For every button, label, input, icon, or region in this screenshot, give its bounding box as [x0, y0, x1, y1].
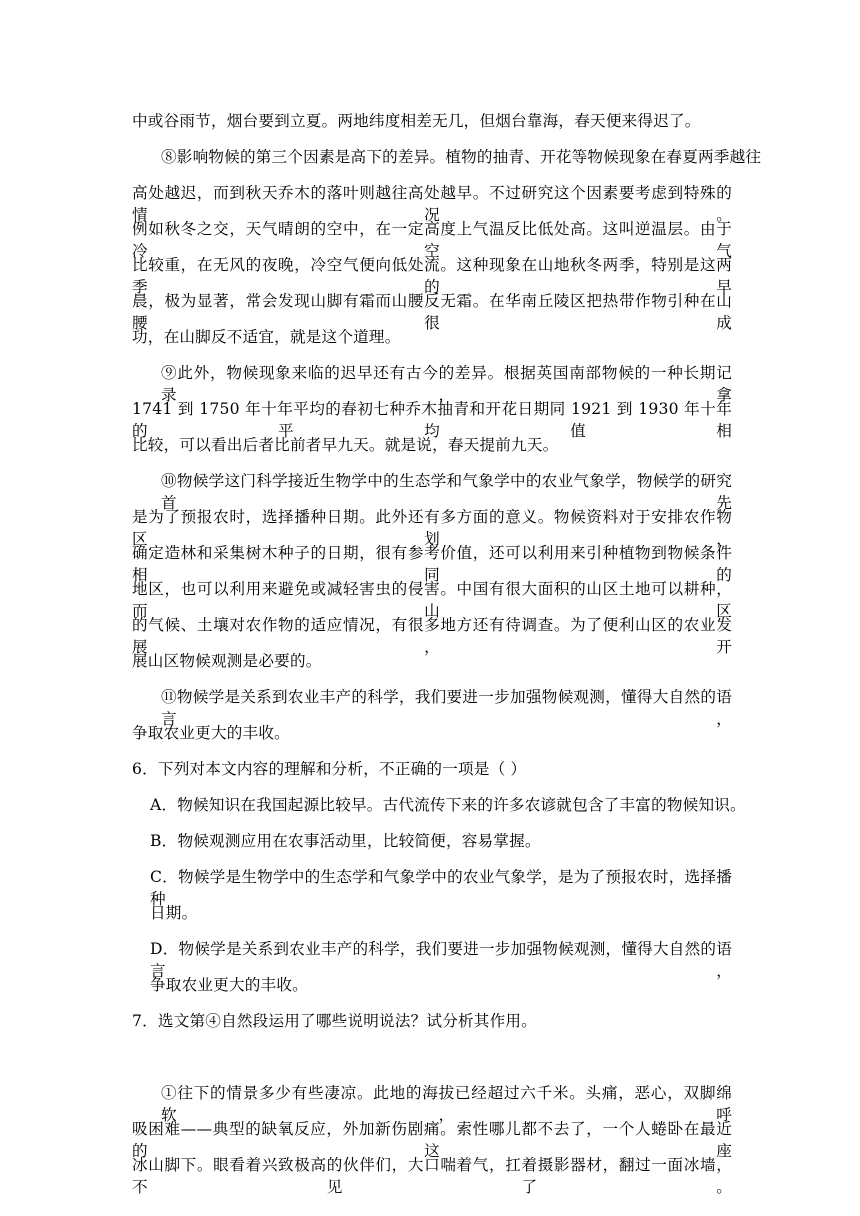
passage-line: 功，在山脚反不适宜，就是这个道理。: [132, 328, 401, 346]
option-c: C．物候学是生物学中的生态学和气象学中的农业气象学，是为了预报农时，选择播种: [150, 868, 732, 908]
option-c-continuation: 日期。: [150, 904, 198, 922]
passage-line: 的气候、土壤对农作物的适应情况，有很多地方还有待调查。为了便利山区的农业发展，开: [132, 616, 732, 656]
passage-line: 展山区物候观测是必要的。: [132, 652, 322, 670]
option-d: D．物候学是关系到农业丰产的科学，我们要进一步加强物候观测，懂得大自然的语言，: [150, 940, 732, 980]
passage-line: 1741 到 1750 年十年平均的春初七种乔木抽青和开花日期同 1921 到 1930 年十年的平均值相: [132, 400, 732, 440]
option-a: A．物候知识在我国起源比较早。古代流传下来的许多农谚就包含了丰富的物候知识。: [150, 796, 746, 814]
passage-line: 晨，极为显著，常会发现山脚有霜而山腰反无霜。在华南丘陵区把热带作物引种在山腰很成: [132, 292, 732, 332]
passage-line: 比较重，在无风的夜晚，冷空气便向低处流。这种现象在山地秋冬两季，特别是这两季的早: [132, 256, 732, 296]
passage-line: 地区，也可以利用来避免或减轻害虫的侵害。中国有很大面积的山区土地可以耕种，而山区: [132, 580, 732, 620]
passage-line: 是为了预报农时，选择播种日期。此外还有多方面的意义。物候资料对于安排农作物区划，: [132, 508, 732, 548]
question-6-stem: 6．下列对本文内容的理解和分析，不正确的一项是（ ）: [132, 760, 527, 778]
passage2-line: ①往下的情景多少有些凄凉。此地的海拔已经超过六千米。头痛，恶心，双脚绵软，呼: [161, 1084, 732, 1124]
paragraph-10-line: ⑩物候学这门科学接近生物学中的生态学和气象学中的农业气象学，物候学的研究首先: [161, 472, 732, 512]
passage2-line: 冰山脚下。眼看着兴致极高的伙伴们，大口喘着气，扛着摄影器材，翻过一面冰墙，不见了。: [132, 1156, 732, 1196]
paragraph-11-line: ⑪物候学是关系到农业丰产的科学，我们要进一步加强物候观测，懂得大自然的语言，: [161, 688, 732, 728]
option-b: B．物候观测应用在农事活动里，比较简便，容易掌握。: [150, 832, 541, 850]
passage-line: 高处越迟，而到秋天乔木的落叶则越往高处越早。不过研究这个因素要考虑到特殊的情况。: [132, 184, 732, 224]
question-7-stem: 7．选文第④自然段运用了哪些说明说法？试分析其作用。: [132, 1012, 537, 1030]
passage-line: 中或谷雨节，烟台要到立夏。两地纬度相差无几，但烟台靠海，春天便来得迟了。: [132, 112, 701, 130]
paragraph-8-line: ⑧影响物候的第三个因素是高下的差异。植物的抽青、开花等物候现象在春夏两季越往: [161, 148, 762, 166]
passage2-line: 吸困难——典型的缺氧反应，外加新伤剧痛。索性哪儿都不去了，一个人蜷卧在最近的这座: [132, 1120, 732, 1160]
passage-line: 争取农业更大的丰收。: [132, 724, 290, 742]
passage-line: 例如秋冬之交，天气晴朗的空中，在一定高度上气温反比低处高。这叫逆温层。由于冷空气: [132, 220, 732, 260]
paragraph-9-line: ⑨此外，物候现象来临的迟早还有古今的差异。根据英国南部物候的一种长期记录，拿: [161, 364, 732, 404]
passage-line: 确定造林和采集树木种子的日期，很有参考价值，还可以利用来引种植物到物候条件相同的: [132, 544, 732, 584]
passage-line: 比较，可以看出后者比前者早九天。就是说，春天提前九天。: [132, 436, 559, 454]
option-d-continuation: 争取农业更大的丰收。: [150, 976, 308, 994]
